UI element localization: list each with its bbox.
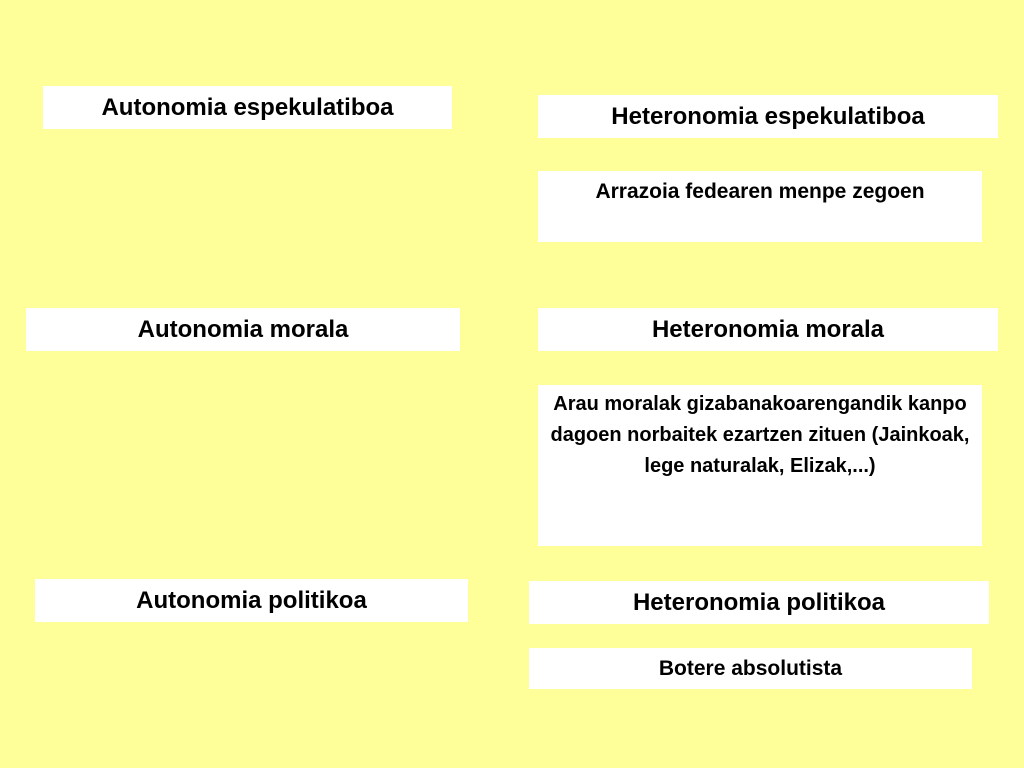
heteronomia-politikoa-label: Heteronomia politikoa	[632, 588, 886, 616]
arrazoia-box	[538, 171, 982, 242]
autonomia-politikoa-label: Autonomia politikoa	[136, 586, 367, 614]
heteronomia-morala-label: Heteronomia morala	[651, 315, 885, 343]
arrazoia-text: Arrazoia fedearen menpe zegoen	[595, 180, 925, 203]
autonomia-espekulatiboa-box	[43, 86, 452, 129]
botere-absolutista-text: Botere absolutista	[658, 656, 843, 680]
autonomia-morala-box	[26, 308, 460, 351]
heteronomia-politikoa-box	[529, 581, 989, 624]
heteronomia-espekulatiboa-label: Heteronomia espekulatiboa	[611, 102, 925, 130]
botere-absolutista-box	[529, 648, 972, 689]
heteronomia-morala-box	[538, 308, 998, 351]
arau-moralak-box	[538, 385, 982, 546]
arau-moralak-text: Arau moralak gizabanakoarengandik kanpo dagoen norbaitek ezartzen zituen (Jainkoak, lege naturalak, Elizak,...)	[550, 393, 970, 477]
autonomia-espekulatiboa-label: Autonomia espekulatiboa	[101, 93, 394, 121]
autonomia-politikoa-box	[35, 579, 468, 622]
autonomia-morala-label: Autonomia morala	[137, 315, 349, 343]
heteronomia-espekulatiboa-box	[538, 95, 998, 138]
